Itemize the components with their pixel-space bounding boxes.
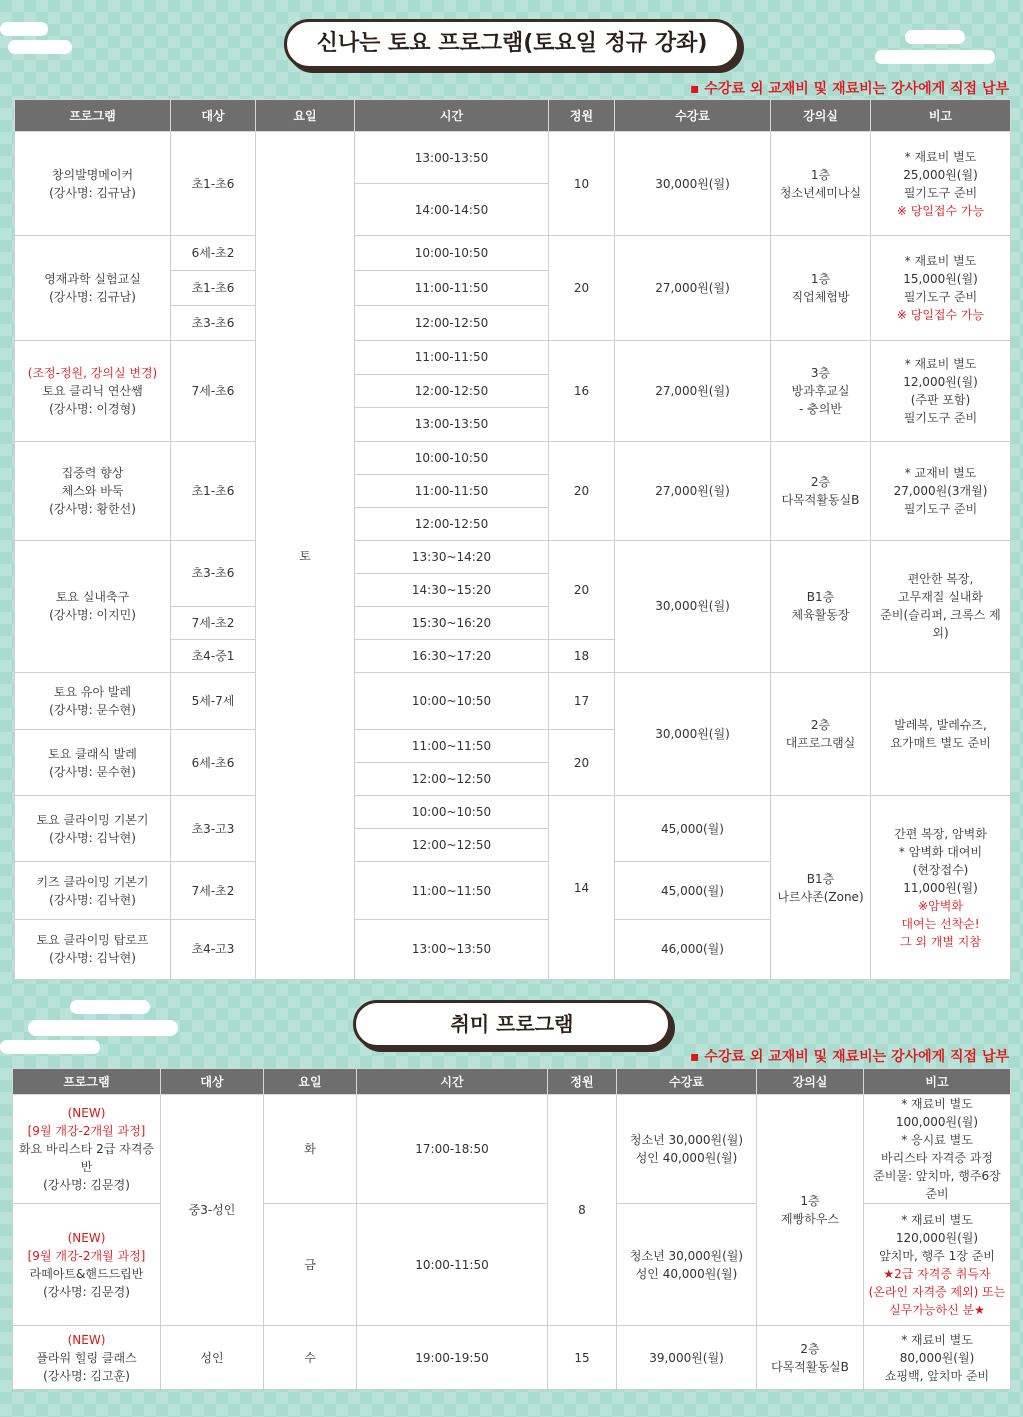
remarks-cell (864, 1326, 1011, 1390)
remark-line: 쇼핑백, 앞치마 준비 (884, 1368, 990, 1383)
remarks-cell (864, 1095, 1011, 1204)
new-badge: (NEW) (67, 1230, 106, 1245)
header-remarks: 비고 (871, 100, 1011, 132)
time-cell: 12:00-12:50 (355, 507, 549, 540)
room-name: 제빵하우스 (781, 1212, 839, 1226)
time-cell: 10:00-10:50 (355, 236, 549, 271)
room-name: 다목적활동실B (771, 1359, 849, 1374)
remarks-cell (871, 673, 1011, 796)
table-row (15, 132, 1011, 184)
room-cell (757, 1326, 864, 1390)
room-cell (771, 236, 871, 341)
program-cell (15, 540, 171, 672)
room-cell (771, 341, 871, 441)
new-badge: (NEW) (67, 1106, 106, 1120)
remark-line: * 재료비 별도 (901, 1097, 973, 1111)
fee-cell (617, 1095, 757, 1204)
remark-line: 간편 복장, 암벽화 (894, 826, 987, 841)
remarks-cell (871, 132, 1011, 236)
target-cell: 7세-초2 (171, 862, 256, 919)
section-title-saturday: 신나는 토요 프로그램(토요일 정규 강좌) (284, 19, 740, 69)
target-cell: 초4-고3 (171, 919, 256, 979)
room-floor: 3층 (810, 366, 831, 381)
table-row (15, 341, 1011, 374)
target-cell: 6세-초2 (171, 236, 256, 271)
remark-line: 80,000원(월) (899, 1350, 975, 1365)
time-cell: 12:00~12:50 (355, 829, 549, 862)
cloud-decoration (905, 30, 965, 44)
room-name: 나르샤존(Zone) (777, 889, 864, 904)
time-cell: 10:00-11:50 (357, 1204, 548, 1326)
program-cell (15, 132, 171, 236)
remark-line: * 재료비 별도 (904, 149, 977, 164)
remark-line: 25,000원(월) (903, 167, 978, 182)
target-cell: 초1-초6 (171, 271, 256, 306)
program-name: 화요 바리스타 2급 자격증반 (19, 1142, 154, 1174)
fee-cell: 30,000원(월) (615, 673, 771, 796)
course-note: [9월 개강-2개월 과정] (27, 1248, 146, 1263)
time-cell: 13:30~14:20 (355, 540, 549, 573)
capacity-cell: 17 (549, 673, 615, 730)
fee-cell: 45,000(월) (615, 862, 771, 919)
time-cell: 19:00-19:50 (357, 1326, 548, 1390)
remark-highlight: 대여는 선착순! (901, 916, 980, 931)
time-cell: 14:30~15:20 (355, 573, 549, 606)
room-floor: 1층 (810, 272, 831, 287)
saturday-program-table (14, 99, 1011, 980)
room-cell (757, 1095, 864, 1326)
time-cell: 12:00~12:50 (355, 763, 549, 796)
remark-line: * 재료비 별도 (901, 1332, 973, 1347)
header-target: 대상 (171, 100, 256, 132)
target-cell: 초1-초6 (171, 441, 256, 540)
program-name: 집중력 향상 (61, 465, 124, 480)
room-cell (771, 796, 871, 980)
room-floor: 1층 (800, 1194, 820, 1208)
program-name: 플라워 힐링 클래스 (36, 1350, 137, 1365)
program-name: 영재과학 실험교실 (44, 272, 141, 287)
program-cell (15, 441, 171, 540)
fee-adult: 성인 40,000원(월) (635, 1151, 738, 1165)
program-name: 키즈 클라이밍 기본기 (36, 874, 149, 889)
room-floor: 2층 (810, 718, 831, 733)
instructor-name: (강사명: 김문경) (43, 1178, 130, 1192)
program-cell (15, 673, 171, 730)
room-name: 방과후교실 (791, 384, 850, 399)
remark-line: 요가매트 별도 준비 (890, 736, 991, 751)
section-title-hobby: 취미 프로그램 (353, 1000, 671, 1048)
header-target: 대상 (161, 1069, 264, 1095)
remark-highlight: 실무가능하신 분★ (889, 1302, 985, 1317)
day-cell: 금 (264, 1204, 357, 1326)
program-cell (15, 236, 171, 341)
hobby-program-table (12, 1068, 1011, 1390)
time-cell: 11:00-11:50 (355, 474, 549, 507)
target-cell: 초3-초6 (171, 540, 256, 606)
cloud-decoration (8, 40, 72, 54)
remarks-cell (871, 796, 1011, 980)
remark-line: 고무재질 실내화 (898, 590, 983, 605)
instructor-name: (강사명: 문수현) (49, 764, 136, 779)
program-name: 체스와 바둑 (61, 483, 124, 498)
target-cell: 6세-초6 (171, 730, 256, 796)
capacity-cell: 14 (549, 796, 615, 980)
fee-cell: 39,000원(월) (617, 1326, 757, 1390)
day-cell: 수 (264, 1326, 357, 1390)
header-capacity: 정원 (548, 1069, 617, 1095)
time-cell: 12:00-12:50 (355, 306, 549, 341)
table-row (15, 540, 1011, 573)
time-cell: 12:00-12:50 (355, 374, 549, 407)
table-row (15, 796, 1011, 829)
room-name: 대프로그램실 (785, 736, 856, 751)
program-cell (13, 1204, 161, 1326)
time-cell: 10:00-10:50 (355, 441, 549, 474)
table-row (15, 673, 1011, 730)
time-cell: 13:00-13:50 (355, 407, 549, 441)
room-floor: 2층 (810, 474, 831, 489)
header-time: 시간 (357, 1069, 548, 1095)
room-cell (771, 540, 871, 672)
program-name: 토요 클리닉 연산쌤 (42, 384, 143, 399)
fee-cell: 27,000원(월) (615, 441, 771, 540)
header-program: 프로그램 (13, 1069, 161, 1095)
fee-note: ▪ 수강료 외 교재비 및 재료비는 강사에게 직접 납부 (690, 1049, 1009, 1065)
time-cell: 13:00-13:50 (355, 132, 549, 184)
remark-highlight: ※ 당일접수 가능 (896, 203, 985, 218)
header-room: 강의실 (757, 1069, 864, 1095)
remark-line: 15,000원(월) (903, 272, 978, 287)
room-cell (771, 673, 871, 796)
remark-line: 필기도구 준비 (903, 501, 978, 516)
fee-note: ▪ 수강료 외 교재비 및 재료비는 강사에게 직접 납부 (690, 81, 1009, 97)
fee-cell: 30,000원(월) (615, 540, 771, 672)
instructor-name: (강사명: 김규남) (49, 290, 136, 305)
day-cell: 토 (256, 132, 355, 980)
cloud-decoration (875, 50, 995, 64)
program-cell (15, 919, 171, 979)
time-cell: 14:00-14:50 (355, 184, 549, 236)
new-badge: (NEW) (67, 1332, 106, 1347)
remark-line: 필기도구 준비 (903, 185, 978, 200)
remark-highlight: ※암벽화 (918, 898, 963, 913)
room-name: - 충의반 (799, 402, 842, 417)
program-cell (15, 796, 171, 862)
header-room: 강의실 (771, 100, 871, 132)
room-floor: 2층 (800, 1341, 820, 1356)
time-cell: 11:00~11:50 (355, 730, 549, 763)
instructor-name: (강사명: 문수현) (49, 703, 136, 718)
capacity-cell: 20 (549, 730, 615, 796)
instructor-name: (강사명: 김낙현) (49, 892, 136, 907)
capacity-cell: 20 (549, 441, 615, 540)
time-cell: 10:00~10:50 (355, 673, 549, 730)
program-name: 토요 클래식 발레 (48, 746, 137, 761)
time-cell: 11:00~11:50 (355, 862, 549, 919)
header-remarks: 비고 (864, 1069, 1011, 1095)
time-cell: 11:00-11:50 (355, 341, 549, 374)
room-name: 체육활동장 (791, 608, 850, 623)
room-floor: B1층 (806, 871, 835, 886)
program-cell (13, 1326, 161, 1390)
program-name: 토요 유아 발레 (53, 685, 132, 700)
fee-cell: 27,000원(월) (615, 236, 771, 341)
instructor-name: (강사명: 김고훈) (43, 1368, 130, 1383)
remark-line: * 암벽화 대여비 (898, 844, 983, 859)
remark-highlight: (온라인 자격증 제외) 또는 (868, 1284, 1006, 1299)
time-cell: 16:30~17:20 (355, 640, 549, 673)
target-cell: 7세-초2 (171, 606, 256, 639)
table-row (13, 1095, 1011, 1204)
header-day: 요일 (256, 100, 355, 132)
remark-line: 준비(슬리퍼, 크록스 제외) (880, 608, 1001, 641)
program-name: 토요 실내축구 (55, 590, 130, 605)
remarks-cell (871, 441, 1011, 540)
remarks-cell (871, 540, 1011, 672)
target-cell: 초4-중1 (171, 640, 256, 673)
target-cell: 중3-성인 (161, 1095, 264, 1326)
header-time: 시간 (355, 100, 549, 132)
remark-line: 바리스타 자격증 과정 (881, 1151, 993, 1165)
room-name: 다목적활동실B (781, 492, 860, 507)
capacity-cell: 18 (549, 640, 615, 673)
fee-cell: 45,000(월) (615, 796, 771, 862)
target-cell: 초1-초6 (171, 132, 256, 236)
room-cell (771, 441, 871, 540)
program-cell (15, 862, 171, 919)
time-cell: 10:00~10:50 (355, 796, 549, 829)
room-name: 직업체험방 (791, 290, 850, 305)
table-header-row (13, 1069, 1011, 1095)
table-header-row (15, 100, 1011, 132)
time-cell: 13:00~13:50 (355, 919, 549, 979)
room-name: 청소년세미나실 (779, 185, 862, 200)
time-cell: 17:00-18:50 (357, 1095, 548, 1204)
program-cell (13, 1095, 161, 1204)
header-fee: 수강료 (615, 100, 771, 132)
cloud-decoration (0, 1040, 100, 1054)
remark-line: 앞치마, 행주 1장 준비 (879, 1248, 995, 1263)
change-note: (조정-정원, 강의실 변경) (27, 366, 158, 381)
instructor-name: (강사명: 이지민) (49, 608, 136, 623)
fee-youth: 청소년 30,000원(월) (629, 1248, 744, 1263)
header-fee: 수강료 (617, 1069, 757, 1095)
time-cell: 11:00-11:50 (355, 271, 549, 306)
capacity-cell: 16 (549, 341, 615, 441)
table-row (15, 236, 1011, 271)
room-floor: B1층 (806, 590, 835, 605)
cloud-decoration (70, 1000, 150, 1014)
capacity-cell: 8 (548, 1095, 617, 1326)
remark-line: 준비물: 앞치마, 행주6장 준비 (873, 1169, 1001, 1201)
remark-line: 12,000원(월) (903, 375, 978, 390)
program-cell (15, 341, 171, 441)
instructor-name: (강사명: 김낙현) (49, 830, 136, 845)
header-day: 요일 (264, 1069, 357, 1095)
capacity-cell: 20 (549, 540, 615, 639)
fee-cell: 27,000원(월) (615, 341, 771, 441)
remark-highlight: ※ 당일접수 가능 (896, 308, 985, 323)
program-name: 라떼아트&핸드드립반 (29, 1266, 144, 1281)
remark-line: * 재료비 별도 (904, 357, 977, 372)
remark-line: 27,000원(3개월) (893, 483, 988, 498)
room-floor: 1층 (810, 167, 831, 182)
target-cell: 초3-고3 (171, 796, 256, 862)
table-row (13, 1326, 1011, 1390)
cloud-decoration (28, 1020, 178, 1036)
target-cell: 7세-초6 (171, 341, 256, 441)
target-cell: 성인 (161, 1326, 264, 1390)
cloud-decoration (0, 22, 48, 36)
fee-youth: 청소년 30,000원(월) (629, 1133, 744, 1147)
instructor-name: (강사명: 김문경) (43, 1284, 130, 1299)
instructor-name: (강사명: 김규남) (49, 185, 136, 200)
instructor-name: (강사명: 이경형) (49, 402, 136, 417)
remarks-cell (871, 341, 1011, 441)
remark-line: (주판 포함) (910, 393, 971, 408)
instructor-name: (강사명: 김낙현) (49, 951, 136, 966)
program-name: 토요 클라이밍 기본기 (36, 812, 149, 827)
remarks-cell (864, 1204, 1011, 1326)
remark-line: 필기도구 준비 (903, 411, 978, 426)
capacity-cell: 10 (549, 132, 615, 236)
remark-line: 100,000원(월) (895, 1115, 979, 1129)
remark-line: 11,000원(월) (903, 880, 978, 895)
course-note: [9월 개강-2개월 과정] (27, 1124, 146, 1138)
table-row (15, 441, 1011, 474)
remark-line: * 응시료 별도 (901, 1133, 973, 1147)
remark-line: 편안한 복장, (907, 572, 974, 587)
header-capacity: 정원 (549, 100, 615, 132)
remark-line: * 재료비 별도 (901, 1212, 973, 1227)
remark-line: (현장접수) (912, 862, 969, 877)
remarks-cell (871, 236, 1011, 341)
remark-line: * 교재비 별도 (904, 465, 977, 480)
program-name: 창의발명메이커 (51, 167, 134, 182)
room-cell (771, 132, 871, 236)
header-program: 프로그램 (15, 100, 171, 132)
program-name: 토요 클라이밍 탑로프 (36, 933, 149, 948)
remark-line: * 재료비 별도 (904, 254, 977, 269)
target-cell: 초3-초6 (171, 306, 256, 341)
capacity-cell: 20 (549, 236, 615, 341)
fee-cell (617, 1204, 757, 1326)
program-cell (15, 730, 171, 796)
fee-adult: 성인 40,000원(월) (635, 1266, 738, 1281)
remark-line: 120,000원(월) (895, 1230, 979, 1245)
instructor-name: (강사명: 황한선) (49, 501, 136, 516)
fee-cell: 46,000(월) (615, 919, 771, 979)
remark-line: 필기도구 준비 (903, 290, 978, 305)
time-cell: 15:30~16:20 (355, 606, 549, 639)
capacity-cell: 15 (548, 1326, 617, 1390)
remark-line: 발레복, 발레슈즈, (894, 718, 987, 733)
day-cell: 화 (264, 1095, 357, 1204)
target-cell: 5세-7세 (171, 673, 256, 730)
remark-highlight: ★2급 자격증 취득자 (883, 1266, 991, 1281)
fee-cell: 30,000원(월) (615, 132, 771, 236)
remark-highlight: 그 외 개별 지참 (900, 934, 981, 949)
